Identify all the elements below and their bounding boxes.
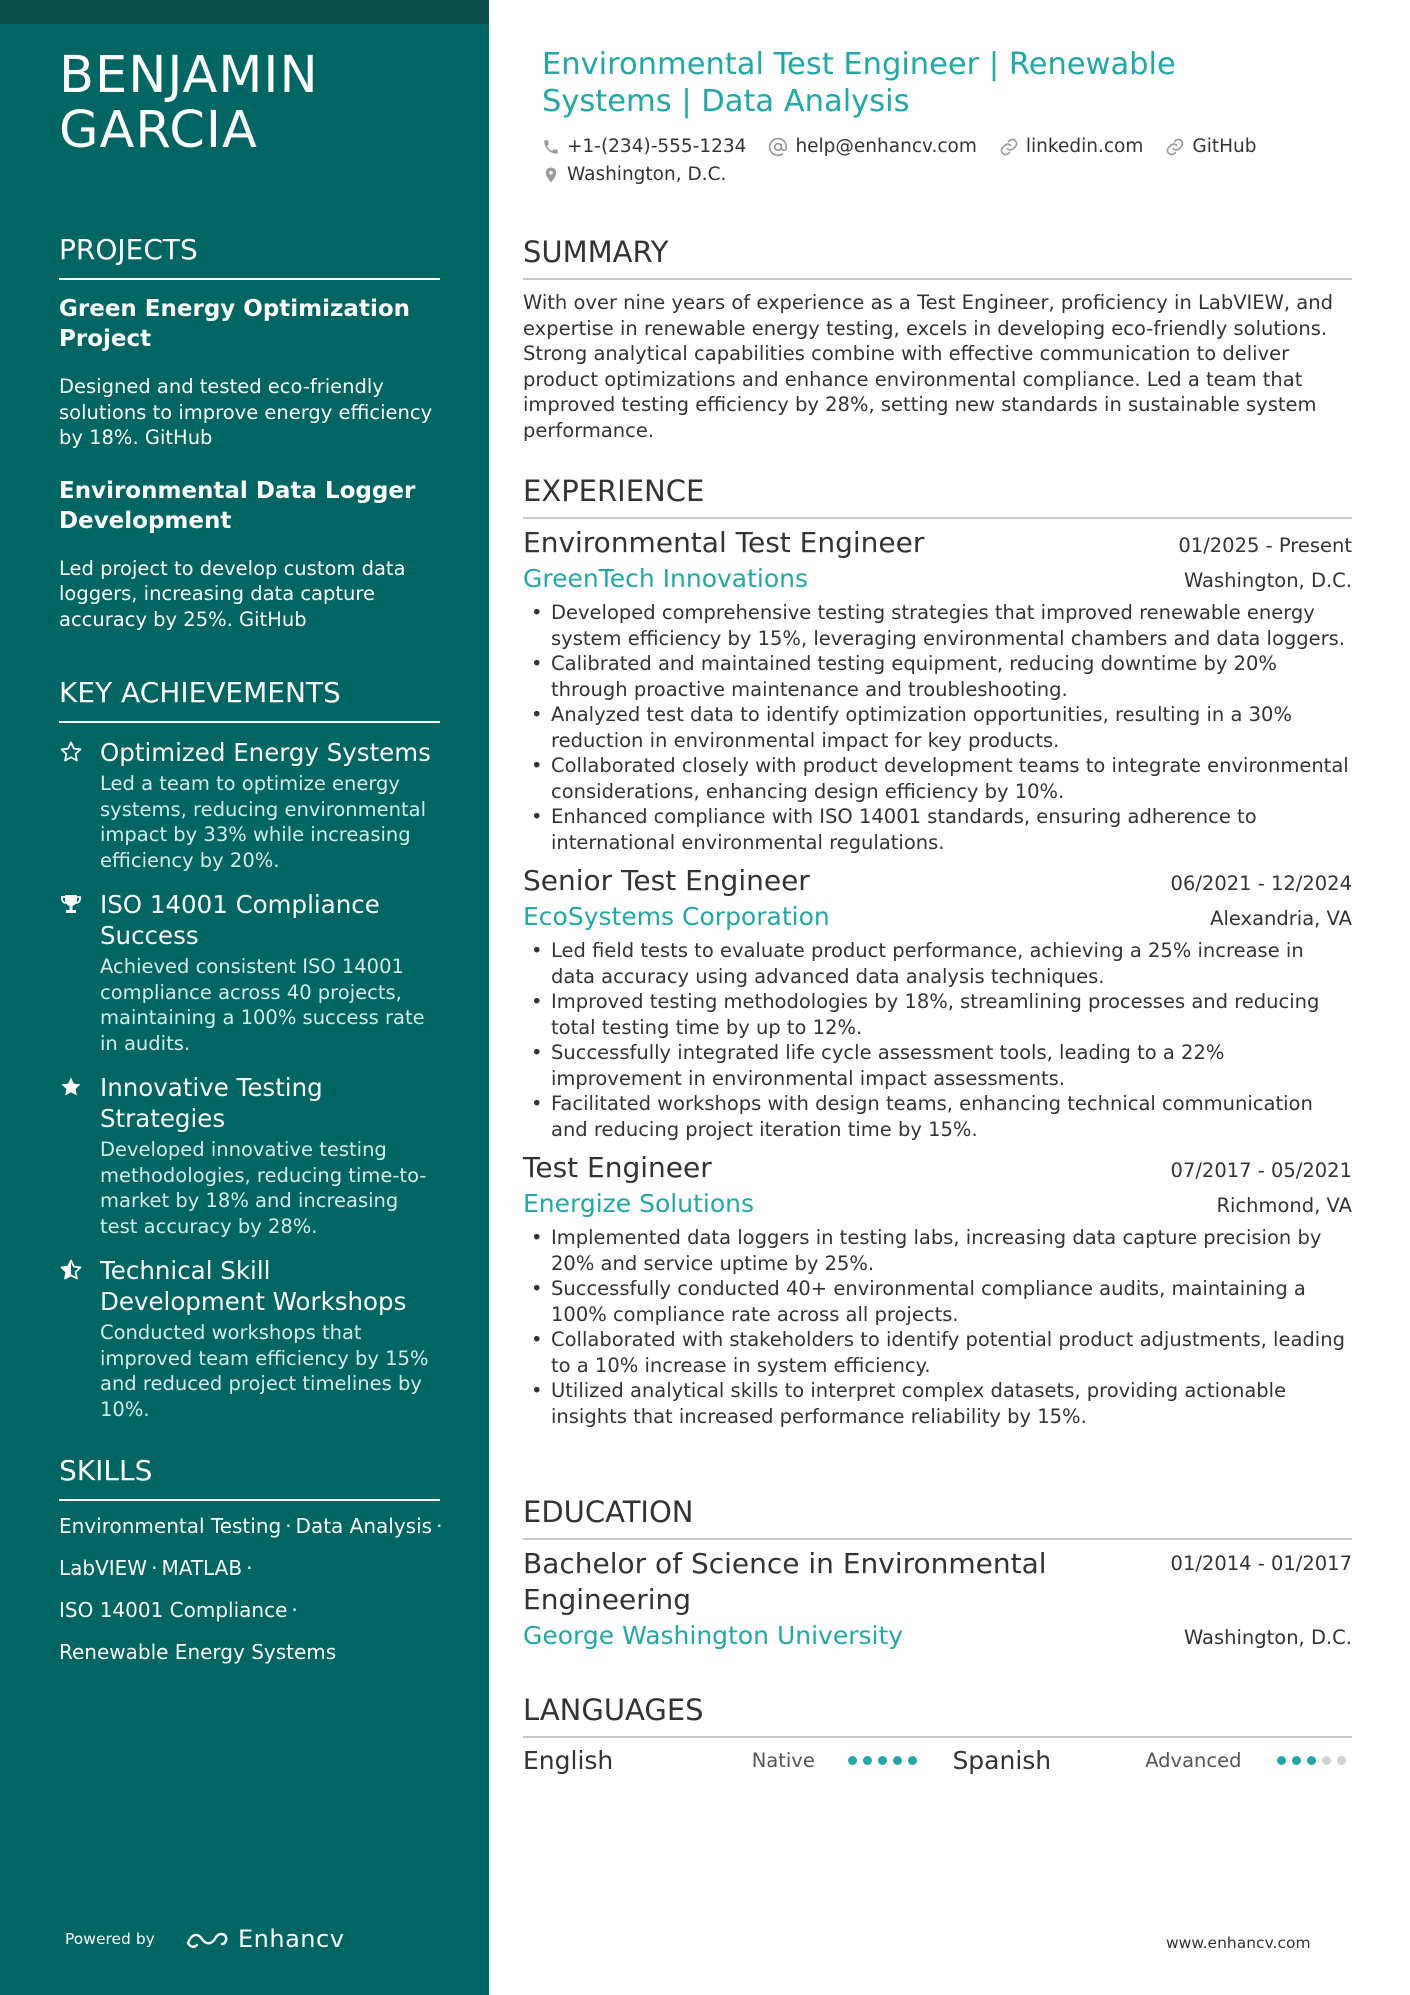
- project-description: Designed and tested eco-friendly solutions to improve energy efficiency by 18%. GitHub: [59, 375, 433, 449]
- education-school-row: [523, 1618, 1352, 1654]
- achievement-item: [59, 1255, 440, 1422]
- rating-dot: [1277, 1756, 1286, 1765]
- linkedin-text: linkedin.com: [1025, 136, 1144, 157]
- skill-tag: ISO 14001 Compliance: [59, 1598, 288, 1622]
- projects-section: [59, 232, 440, 657]
- summary-heading: SUMMARY: [523, 234, 1352, 280]
- skill-tag: Data Analysis: [295, 1514, 433, 1538]
- achievement-title: Technical Skill Development Workshops: [100, 1256, 407, 1316]
- enhancv-logo[interactable]: [184, 1923, 344, 1955]
- achievement-title: ISO 14001 Compliance Success: [100, 890, 380, 950]
- job-dates: 01/2025 - Present: [1178, 534, 1352, 557]
- job-bullets: [523, 600, 1352, 855]
- job-bullet: • Collaborated with stakeholders to identify potential product adjustments, leading to a 10% increase in system efficiency.: [523, 1327, 1352, 1378]
- summary-section: [523, 234, 1352, 443]
- job-bullet: • Enhanced compliance with ISO 14001 standards, ensuring adherence to international environmental regulations.: [523, 804, 1352, 855]
- contact-location: [542, 164, 726, 185]
- job-bullets: [523, 938, 1352, 1142]
- achievement-item: [59, 889, 440, 1056]
- project-description: Led project to develop custom data loggers, increasing data capture accuracy by 25%. GitHub: [59, 556, 406, 631]
- job-location: Richmond, VA: [1216, 1194, 1352, 1217]
- achievement-item: [59, 737, 440, 873]
- rating-dot: [1292, 1756, 1301, 1765]
- languages-heading: LANGUAGES: [523, 1692, 1352, 1738]
- skill-tag: LabVIEW: [59, 1556, 148, 1580]
- job-title: Test Engineer: [523, 1151, 712, 1184]
- job-entry: [523, 1150, 1352, 1429]
- skill-line: ISO 14001 Compliance ·: [59, 1598, 298, 1622]
- job-company-row: [523, 899, 1352, 935]
- job-company: EcoSystems Corporation: [523, 902, 830, 931]
- achievement-description: Achieved consistent ISO 14001 compliance across 40 projects, maintaining a 100% success rate in audits.: [100, 955, 425, 1055]
- job-entry: [523, 525, 1352, 855]
- languages-row: [523, 1738, 1352, 1782]
- rating-dot: [1322, 1756, 1331, 1765]
- skill-tag: Environmental Testing: [59, 1514, 282, 1538]
- contact-row: [542, 136, 1278, 157]
- enhancv-logo-icon: [184, 1927, 230, 1951]
- enhancv-brand-text: Enhancv: [238, 1925, 345, 1953]
- candidate-name: BENJAMIN GARCIA: [59, 46, 319, 160]
- language-rating: [848, 1756, 953, 1765]
- job-bullet: • Facilitated workshops with design teams, enhancing technical communication and reducing project iteration time by 15%.: [523, 1091, 1352, 1142]
- link-icon: [999, 137, 1019, 157]
- contact-linkedin[interactable]: [999, 136, 1143, 157]
- projects-heading: PROJECTS: [59, 232, 440, 280]
- language-name: English: [523, 1745, 614, 1775]
- job-company: Energize Solutions: [523, 1189, 754, 1218]
- skill-tag: Renewable Energy Systems: [59, 1640, 337, 1664]
- achievement-item: [59, 1072, 440, 1239]
- skill-line: [59, 1631, 440, 1673]
- education-section: [523, 1494, 1352, 1654]
- languages-section: [523, 1692, 1352, 1782]
- sidebar: [0, 0, 489, 1995]
- achievement-description: Conducted workshops that improved team efficiency by 15% and reduced project timelines by 10%.: [100, 1321, 429, 1421]
- job-bullet: • Improved testing methodologies by 18%, streamlining processes and reducing total testing time by up to 12%.: [523, 989, 1352, 1040]
- achievement-title: Optimized Energy Systems: [100, 738, 431, 767]
- achievement-title: Innovative Testing Strategies: [100, 1073, 323, 1133]
- job-bullet: • Led field tests to evaluate product performance, achieving a 25% increase in data accuracy using advanced data analysis techniques.: [523, 938, 1352, 989]
- project-title: Green Energy Optimization Project: [59, 296, 410, 352]
- experience-heading: EXPERIENCE: [523, 473, 1352, 519]
- phone-icon: [542, 138, 560, 156]
- experience-section: [523, 473, 1352, 1437]
- contact-phone[interactable]: [542, 136, 746, 157]
- skills-heading: SKILLS: [59, 1453, 440, 1501]
- job-bullet: • Collaborated closely with product development teams to integrate environmental considerations, enhancing design efficiency by 10%.: [523, 753, 1352, 804]
- headline: Environmental Test Engineer | Renewable Systems | Data Analysis: [542, 47, 1176, 119]
- skills-section: [59, 1453, 443, 1673]
- education-heading: EDUCATION: [523, 1494, 1352, 1540]
- job-company-row: [523, 561, 1352, 597]
- trophy-icon: [59, 892, 83, 916]
- job-company: GreenTech Innovations: [523, 564, 809, 593]
- at-icon: [768, 137, 788, 157]
- rating-dot: [1307, 1756, 1316, 1765]
- job-bullet: • Successfully conducted 40+ environmental compliance audits, maintaining a 100% compliance rate across all projects.: [523, 1276, 1352, 1327]
- job-company-row: [523, 1186, 1352, 1222]
- job-location: Alexandria, VA: [1210, 907, 1352, 930]
- degree: Bachelor of Science in Environmental Engineering: [523, 1547, 1047, 1616]
- rating-dot: [848, 1756, 857, 1765]
- achievements-section: [59, 675, 440, 1438]
- job-entry: [523, 863, 1352, 1142]
- job-bullet: • Implemented data loggers in testing labs, increasing data capture precision by 20% and service uptime by 25%.: [523, 1225, 1352, 1276]
- star-half-icon: [59, 1258, 83, 1282]
- star-outline-icon: [59, 740, 83, 764]
- achievements-heading: KEY ACHIEVEMENTS: [59, 675, 440, 723]
- job-bullet: • Developed comprehensive testing strategies that improved renewable energy system efficiency by 15%, leveraging environmental chambers and data loggers.: [523, 600, 1352, 651]
- location-text: Washington, D.C.: [567, 164, 727, 185]
- job-header-row: [523, 863, 1352, 899]
- job-header-row: [523, 1150, 1352, 1186]
- phone-text: +1-(234)-555-1234: [567, 136, 747, 157]
- website-footer[interactable]: www.enhancv.com: [1166, 1934, 1311, 1952]
- language-name: Spanish: [952, 1745, 1052, 1775]
- job-bullets: [523, 1225, 1352, 1429]
- job-dates: 06/2021 - 12/2024: [1170, 872, 1352, 895]
- achievement-description: Led a team to optimize energy systems, reducing environmental impact by 33% while increasing efficiency by 20%.: [100, 772, 427, 872]
- rating-dot: [908, 1756, 917, 1765]
- skill-line: Environmental Testing · Data Analysis ·: [59, 1514, 443, 1538]
- rating-dot: [878, 1756, 887, 1765]
- education-header-row: [523, 1546, 1352, 1618]
- github-text: GitHub: [1192, 136, 1257, 157]
- email-text: help@enhancv.com: [795, 136, 977, 157]
- job-bullet: • Calibrated and maintained testing equipment, reducing downtime by 20% through proactive maintenance and troubleshooting.: [523, 651, 1352, 702]
- achievement-description: Developed innovative testing methodologies, reducing time-to-market by 18% and increasing test accuracy by 28%.: [100, 1138, 427, 1238]
- language-level: Advanced: [1145, 1748, 1242, 1772]
- rating-dot: [893, 1756, 902, 1765]
- job-bullet: • Utilized analytical skills to interpret complex datasets, providing actionable insights that increased performance reliability by 15%.: [523, 1378, 1352, 1429]
- rating-dot: [863, 1756, 872, 1765]
- location-pin-icon: [542, 165, 560, 185]
- language-rating: [1277, 1756, 1352, 1765]
- contact-row-location: [542, 164, 748, 185]
- skill-line: LabVIEW · MATLAB ·: [59, 1556, 253, 1580]
- contact-github[interactable]: [1165, 136, 1256, 157]
- job-dates: 07/2017 - 05/2021: [1170, 1159, 1352, 1182]
- sidebar-top-band: [0, 0, 489, 24]
- summary-text: With over nine years of experience as a Test Engineer, proficiency in LabVIEW, and expertise in renewable energy testing, excels in developing eco-friendly solutions. Strong analytical capabilities combine with effective communication to deliver product optimizations and enhance environmental compliance. Led a team that improved testing efficiency by 28%, setting new standards in sustainable system performance.: [523, 291, 1333, 442]
- job-title: Senior Test Engineer: [523, 864, 810, 897]
- rating-dot: [1337, 1756, 1346, 1765]
- education-dates: 01/2014 - 01/2017: [1170, 1552, 1352, 1575]
- powered-by-label: Powered by: [65, 1930, 155, 1948]
- project-title: Environmental Data Logger Development: [59, 477, 416, 534]
- language-level: Native: [751, 1748, 815, 1772]
- job-bullet: • Successfully integrated life cycle assessment tools, leading to a 22% improvement in environmental impact assessments.: [523, 1040, 1352, 1091]
- job-header-row: [523, 525, 1352, 561]
- education-location: Washington, D.C.: [1183, 1626, 1352, 1649]
- school: George Washington University: [523, 1621, 904, 1650]
- star-filled-icon: [59, 1075, 83, 1099]
- contact-email[interactable]: [768, 136, 976, 157]
- job-title: Environmental Test Engineer: [523, 526, 925, 559]
- link-icon: [1165, 137, 1185, 157]
- job-location: Washington, D.C.: [1183, 569, 1352, 592]
- skill-tag: MATLAB: [161, 1556, 243, 1580]
- job-bullet: • Analyzed test data to identify optimization opportunities, resulting in a 30% reduction in environmental impact for key products.: [523, 702, 1352, 753]
